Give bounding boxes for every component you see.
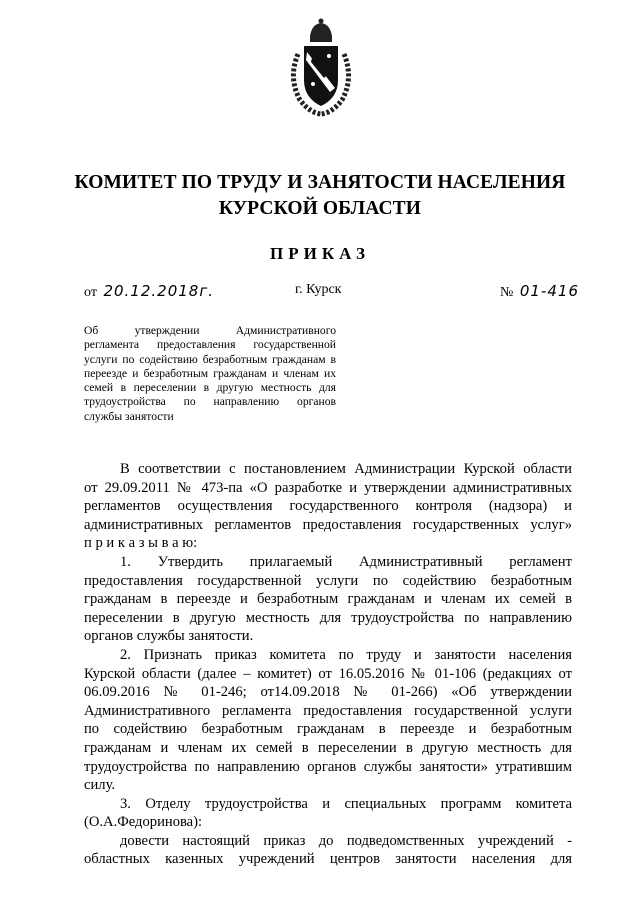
number-handwritten: 01-416 (519, 282, 579, 300)
subject-line: Об утверждении Административного (84, 324, 336, 337)
order-city: г. Курск (295, 282, 342, 297)
organization-title (60, 170, 580, 222)
body-line: регламентов осуществления государственного контроля (надзора) и (84, 498, 572, 515)
item3-line: 3. Отделу трудоустройства и специальных программ комитета (120, 795, 572, 812)
date-prefix: от (84, 285, 97, 300)
subject-line: службы занятости (84, 409, 174, 423)
number-prefix: № (500, 285, 514, 300)
subject-line: трудоустройства по направлению органов (84, 395, 336, 409)
item3-sub-line: довести настоящий приказ до подведомственных учреждений - (120, 832, 572, 849)
item1-line: 1. Утвердить прилагаемый Административный регламент (120, 553, 572, 570)
subject-line: семей в переселении в другую местность для (84, 381, 336, 395)
order-subject (84, 324, 336, 424)
item1-line: гражданам в переезде и безработным гражданам и членам их семей в (84, 591, 572, 608)
order-number (500, 282, 579, 301)
item2-line: 2. Признать приказ комитета по труду и занятости населения (120, 646, 572, 663)
item2-line: 06.09.2016 № 01-246; от14.09.2018 № 01-266) «Об утверждении (84, 684, 572, 701)
subject-line: услуги по содействию безработным гражданам в (84, 352, 336, 366)
order-body (84, 460, 572, 869)
body-line: от 29.09.2011 № 473-па «О разработке и утверждении административных (84, 479, 572, 496)
item2-line: силу. (84, 777, 116, 794)
organization-title-line1: КОМИТЕТ ПО ТРУДУ И ЗАНЯТОСТИ НАСЕЛЕНИЯ (74, 172, 566, 193)
organization-title-line2: КУРСКОЙ ОБЛАСТИ (218, 198, 422, 219)
body-line: административных регламентов предоставления государственных услуг» (84, 516, 572, 533)
item2-line: трудоустройства по направлению органов службы занятости» утратившим (84, 758, 572, 775)
subject-line: регламента предоставления государственной (84, 338, 336, 352)
item1-line: предоставления государственной услуги по содействию безработным (84, 572, 572, 589)
order-title: ПРИКАЗ (270, 244, 370, 263)
item2-line: Курской области (далее – комитет) от 16.05.2016 № 01-106 (редакциях от (84, 665, 572, 682)
item2-line: гражданам и членам их семей в переселении в другую местность для (84, 739, 572, 756)
date-handwritten: 20.12.2018г. (103, 282, 214, 300)
order-date (84, 282, 214, 301)
item3-line: (О.А.Федоринова): (84, 814, 203, 831)
item1-line: органов службы занятости. (84, 628, 254, 645)
item2-line: по содействию безработным гражданам в переезде и безработным (84, 721, 572, 738)
order-word: п р и к а з ы в а ю: (84, 535, 198, 552)
item3-sub-line: областных казенных учреждений центров занятости населения для (84, 851, 572, 868)
item2-line: Административного регламента предоставления государственной услуги (84, 702, 572, 719)
subject-line: переезде и безработным гражданам и членам их (84, 366, 336, 380)
body-line: В соответствии с постановлением Администрации Курской области (120, 461, 572, 477)
coat-of-arms-emblem (284, 18, 358, 118)
item1-line: переселении в другую местность для трудоустройства по направлению (84, 609, 572, 626)
